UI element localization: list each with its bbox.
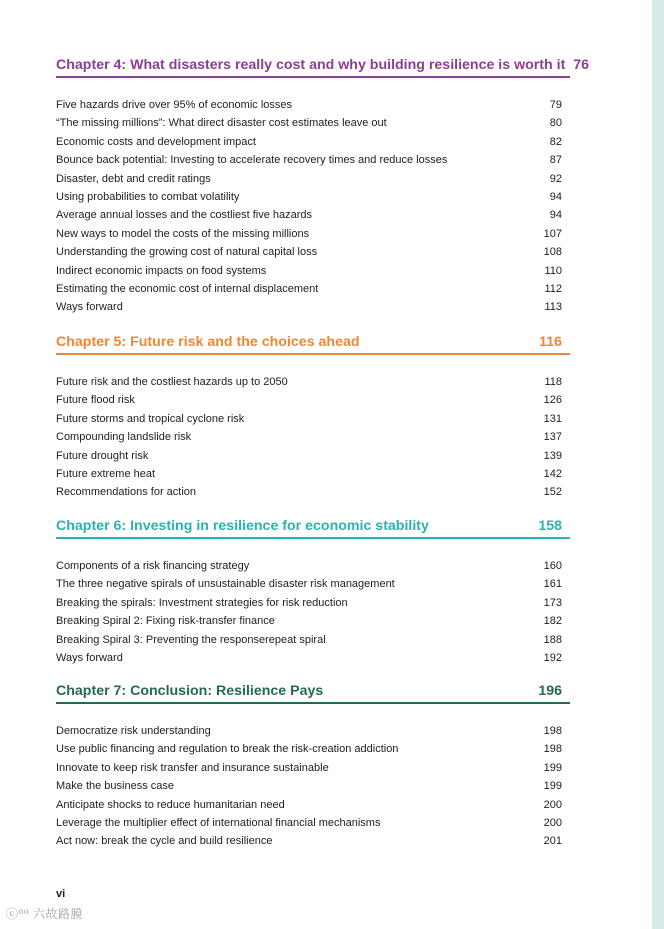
- toc-entry[interactable]: [56, 814, 570, 832]
- chapter-title: Chapter 5: Future risk and the choices ahead: [56, 334, 360, 350]
- entry-title: Leverage the multiplier effect of international financial mechanisms: [56, 816, 381, 829]
- entry-title: Breaking Spiral 2: Fixing risk-transfer finance: [56, 615, 275, 628]
- entry-title: Democratize risk understanding: [56, 725, 211, 737]
- chapter-5: [56, 331, 570, 502]
- toc-entry[interactable]: [56, 575, 570, 593]
- toc-entry[interactable]: [56, 796, 570, 814]
- entry-title: Use public financing and regulation to break the risk-creation addiction: [56, 743, 399, 756]
- entry-list: [56, 557, 570, 667]
- entry-page: 182: [543, 615, 562, 628]
- entry-title: Future flood risk: [56, 394, 135, 407]
- entry-title: Ways forward: [56, 651, 123, 664]
- entry-page: 82: [549, 135, 562, 148]
- entry-page: 161: [543, 578, 562, 591]
- chapter-6: [56, 515, 570, 667]
- entry-page: 199: [543, 761, 562, 774]
- entry-title: Economic costs and development impact: [56, 135, 256, 148]
- chapter-page: 158: [538, 518, 562, 534]
- entry-page: 94: [549, 190, 562, 203]
- toc-entry[interactable]: [56, 447, 570, 465]
- toc-entry[interactable]: [56, 594, 570, 612]
- entry-title: Understanding the growing cost of natural capital loss: [56, 246, 318, 259]
- toc-entry[interactable]: [56, 225, 570, 243]
- entry-title: Components of a risk financing strategy: [56, 560, 250, 572]
- toc-entry[interactable]: [56, 96, 570, 114]
- toc-entry[interactable]: [56, 740, 570, 758]
- entry-page: 152: [543, 486, 562, 499]
- toc-entry[interactable]: [56, 483, 570, 501]
- entry-page: 110: [544, 264, 562, 277]
- toc-entry[interactable]: [56, 262, 570, 280]
- entry-page: 107: [543, 227, 562, 240]
- entry-page: 199: [543, 780, 562, 793]
- entry-page: 79: [549, 99, 562, 111]
- entry-title: Five hazards drive over 95% of economic losses: [56, 99, 292, 111]
- toc-entry[interactable]: [56, 832, 570, 850]
- entry-page: 200: [543, 798, 562, 811]
- entry-page: 188: [543, 633, 562, 646]
- entry-title: Anticipate shocks to reduce humanitarian need: [56, 798, 285, 811]
- entry-list: [56, 96, 570, 317]
- toc-entry[interactable]: [56, 759, 570, 777]
- entry-title: The three negative spirals of unsustainable disaster risk management: [56, 578, 395, 591]
- toc-entry[interactable]: [56, 170, 570, 188]
- entry-title: New ways to model the costs of the missing millions: [56, 227, 310, 240]
- entry-title: Ways forward: [56, 301, 123, 314]
- toc-entry[interactable]: [56, 243, 570, 261]
- toc-entry[interactable]: [56, 465, 570, 483]
- entry-page: 198: [543, 725, 562, 737]
- page-number: vi: [56, 888, 66, 900]
- entry-page: 201: [543, 835, 562, 848]
- entry-title: Estimating the economic cost of internal displacement: [56, 282, 319, 295]
- entry-page: 112: [544, 282, 562, 295]
- entry-page: 131: [543, 412, 562, 425]
- chapter-title: Chapter 4: What disasters really cost and why building resilience is worth it: [56, 57, 566, 73]
- entry-title: Breaking Spiral 3: Preventing the responserepeat spiral: [56, 633, 326, 646]
- entry-page: 198: [543, 743, 562, 756]
- chapter-page: 76: [573, 57, 590, 73]
- chapter-4: [56, 54, 590, 317]
- toc-entry[interactable]: [56, 133, 570, 151]
- entry-page: 118: [544, 376, 562, 388]
- watermark-logo: ⓒ⁰⁰ 六故路膜: [6, 907, 83, 921]
- toc-entry[interactable]: [56, 557, 570, 575]
- entry-page: 173: [543, 596, 562, 609]
- chapter-7: [56, 680, 570, 851]
- chapter-page: 196: [538, 683, 562, 699]
- chapter-page: 116: [539, 334, 562, 350]
- entry-page: 192: [543, 651, 562, 664]
- toc-entry[interactable]: [56, 410, 570, 428]
- entry-page: 142: [543, 467, 562, 480]
- chapter-heading[interactable]: [56, 331, 570, 355]
- entry-page: 160: [543, 560, 562, 572]
- toc-entry[interactable]: [56, 280, 570, 298]
- entry-title: Future drought risk: [56, 449, 149, 462]
- toc-entry[interactable]: [56, 722, 570, 740]
- entry-title: Indirect economic impacts on food systems: [56, 264, 267, 277]
- entry-page: 113: [544, 301, 562, 314]
- toc-entry[interactable]: [56, 188, 570, 206]
- entry-title: Future extreme heat: [56, 467, 156, 480]
- entry-title: Recommendations for action: [56, 486, 197, 499]
- entry-page: 80: [549, 117, 562, 130]
- entry-title: Bounce back potential: Investing to accelerate recovery times and reduce losses: [56, 154, 448, 167]
- entry-page: 92: [549, 172, 562, 185]
- entry-page: 87: [549, 154, 562, 167]
- toc-entry[interactable]: [56, 151, 570, 169]
- toc-entry[interactable]: [56, 428, 570, 446]
- side-color-band: [652, 0, 664, 929]
- chapter-title: Chapter 6: Investing in resilience for economic stability: [56, 518, 429, 534]
- entry-page: 139: [543, 449, 562, 462]
- entry-page: 94: [549, 209, 562, 222]
- entry-title: Disaster, debt and credit ratings: [56, 172, 211, 185]
- toc-entry[interactable]: [56, 777, 570, 795]
- entry-list: [56, 722, 570, 851]
- entry-title: Breaking the spirals: Investment strategies for risk reduction: [56, 596, 348, 609]
- toc-entry[interactable]: [56, 631, 570, 649]
- toc-entry[interactable]: [56, 114, 570, 132]
- chapter-heading[interactable]: [56, 680, 570, 704]
- entry-page: 126: [543, 394, 562, 407]
- entry-title: Innovate to keep risk transfer and insurance sustainable: [56, 761, 329, 774]
- toc-entry[interactable]: [56, 612, 570, 630]
- entry-title: Average annual losses and the costliest five hazards: [56, 209, 313, 222]
- toc-entry[interactable]: [56, 391, 570, 409]
- entry-title: Make the business case: [56, 780, 175, 793]
- entry-page: 200: [543, 816, 562, 829]
- entry-title: Future risk and the costliest hazards up to 2050: [56, 376, 288, 388]
- chapter-heading[interactable]: [56, 515, 570, 539]
- entry-title: Using probabilities to combat volatility: [56, 190, 240, 203]
- entry-list: [56, 373, 570, 502]
- entry-title: Future storms and tropical cyclone risk: [56, 412, 245, 425]
- toc-entry[interactable]: [56, 373, 570, 391]
- toc-entry[interactable]: [56, 298, 570, 316]
- entry-page: 108: [543, 246, 562, 259]
- entry-title: Act now: break the cycle and build resilience: [56, 835, 273, 848]
- entry-title: “The missing millions”: What direct disaster cost estimates leave out: [56, 117, 387, 130]
- chapter-heading[interactable]: [56, 54, 590, 78]
- toc-entry[interactable]: [56, 649, 570, 667]
- entry-page: 137: [543, 431, 562, 444]
- toc-entry[interactable]: [56, 206, 570, 224]
- entry-title: Compounding landslide risk: [56, 431, 192, 444]
- chapter-title: Chapter 7: Conclusion: Resilience Pays: [56, 683, 324, 699]
